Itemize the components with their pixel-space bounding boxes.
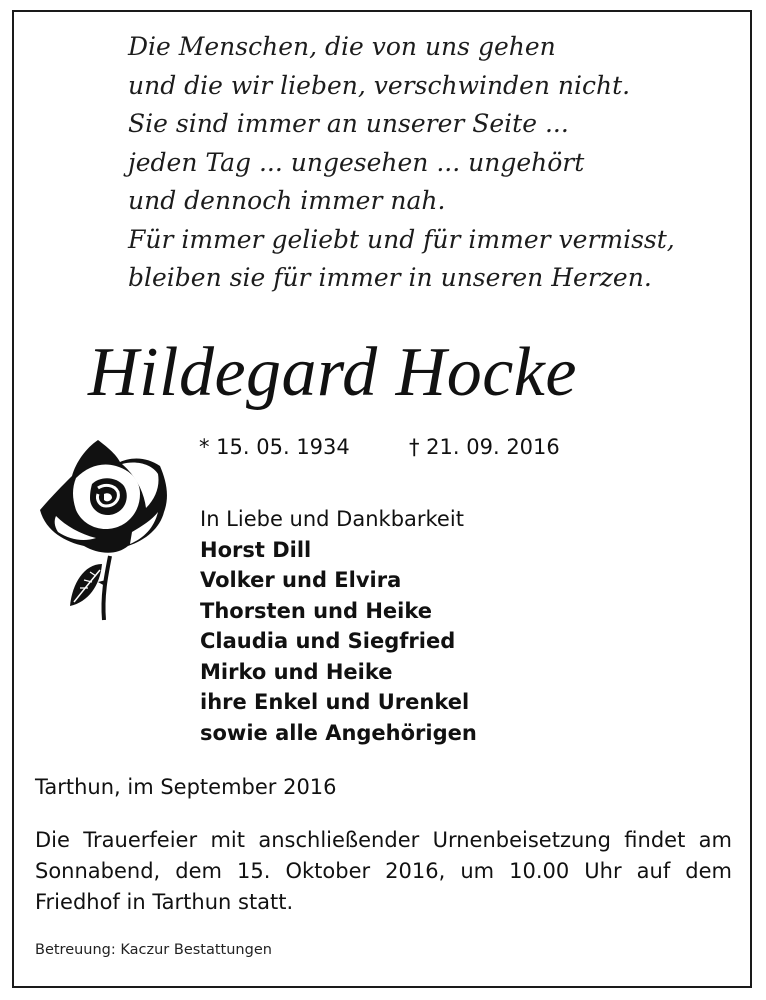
mourners-list [200,504,477,748]
mourner-name: Volker und Elvira [200,568,402,592]
poem-line: bleiben sie für immer in unseren Herzen. [128,263,652,292]
poem-line: und dennoch immer nah. [128,186,446,215]
mourner-name: ihre Enkel und Urenkel [200,690,470,714]
memorial-poem [128,28,675,298]
mourner-name: Thorsten und Heike [200,598,433,623]
rose-icon [36,436,180,624]
poem-line: und die wir lieben, verschwinden nicht. [128,70,631,100]
funeral-notice: Die Trauerfeier mit anschließender Urnenbeisetzung findet am Sonnabend, dem 15. Oktober 2016, um 10.00 Uhr auf dem Friedhof in Tarthun statt. [35,828,732,914]
place-date: Tarthun, im September 2016 [35,775,337,799]
funeral-home-credit: Betreuung: Kaczur Bestattungen [35,942,272,958]
poem-line: Für immer geliebt und für immer vermisst, [128,224,675,254]
birth-date: * 15. 05. 1934 [199,435,350,459]
mourner-name: Horst Dill [200,537,312,562]
poem-line: Sie sind immer an unserer Seite ... [128,109,569,138]
deceased-name: Hildegard Hocke [88,334,577,411]
poem-line: Die Menschen, die von uns gehen [128,32,556,61]
poem-line: jeden Tag ... ungesehen ... ungehört [128,147,585,177]
mourner-name: sowie alle Angehörigen [200,720,477,745]
life-dates [199,433,560,461]
death-date: † 21. 09. 2016 [409,435,560,459]
mourner-name: Claudia und Siegfried [200,629,456,653]
mourner-name: Mirko und Heike [200,659,393,684]
mourners-intro: In Liebe und Dankbarkeit [200,507,464,531]
